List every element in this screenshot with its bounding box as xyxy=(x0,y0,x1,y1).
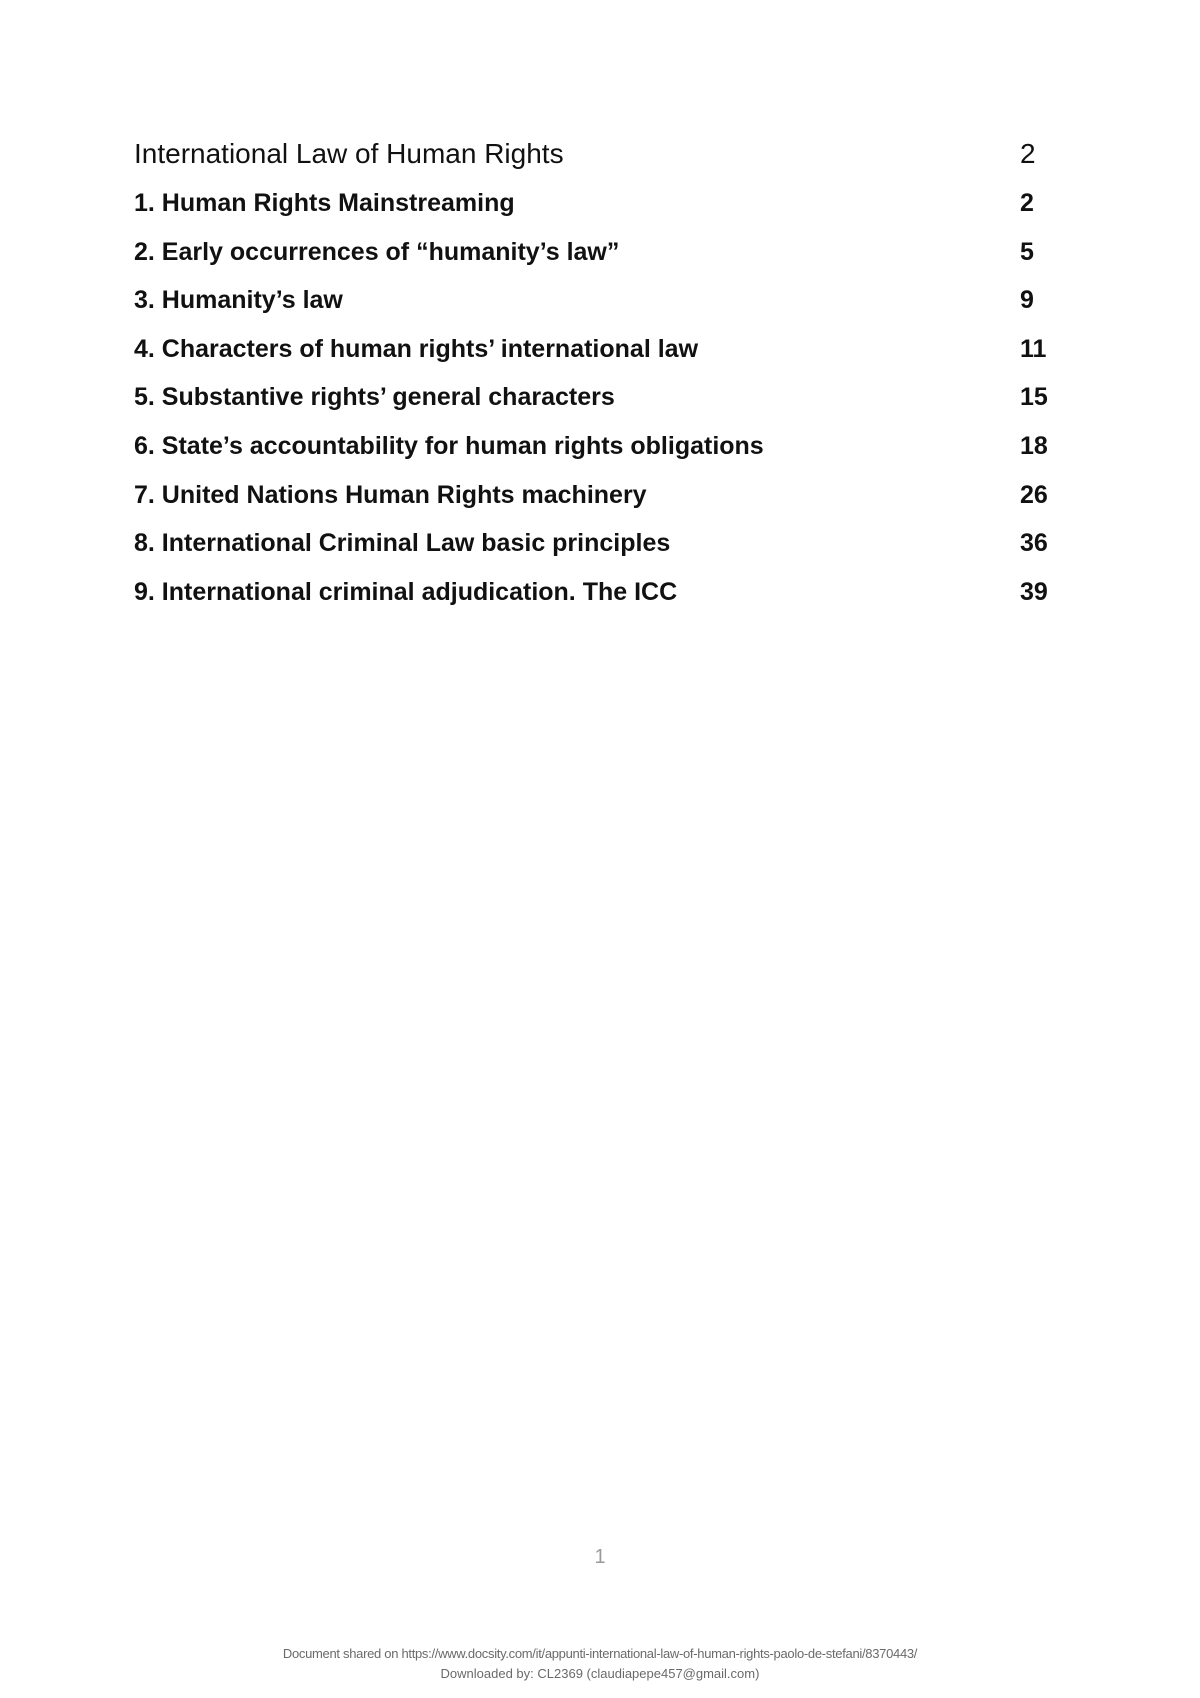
toc-entry-label: 9. International criminal adjudication. The ICC xyxy=(134,577,678,606)
toc-title: International Law of Human Rights xyxy=(134,138,564,169)
toc-entry-9[interactable] xyxy=(134,578,1054,627)
toc-entry-label: 7. United Nations Human Rights machinery xyxy=(134,480,647,509)
toc-entry-4[interactable] xyxy=(134,335,1054,384)
toc-entry-page: 2 xyxy=(1020,189,1034,217)
toc-entry-7[interactable] xyxy=(134,481,1054,530)
toc-entry-label: 3. Humanity’s law xyxy=(134,286,343,315)
toc-entry-page: 36 xyxy=(1020,529,1048,558)
toc-title-page: 2 xyxy=(1020,138,1036,169)
toc-entry-6[interactable] xyxy=(134,432,1054,481)
footer-downloaded-by: Downloaded by: CL2369 (claudiapepe457@gmail.com) xyxy=(440,1666,760,1681)
toc-entry-page: 39 xyxy=(1020,577,1048,606)
toc-title-row[interactable] xyxy=(134,138,1054,189)
toc-entry-page: 5 xyxy=(1020,237,1034,266)
page-number: 1 xyxy=(594,1546,606,1568)
table-of-contents xyxy=(134,138,1054,626)
toc-entry-page: 9 xyxy=(1020,286,1034,315)
toc-entry-label: 5. Substantive rights’ general characters xyxy=(134,383,615,412)
toc-entry-label: 8. International Criminal Law basic principles xyxy=(134,529,671,558)
toc-entry-label: 6. State’s accountability for human rights obligations xyxy=(134,431,764,460)
toc-entry-8[interactable] xyxy=(134,529,1054,578)
toc-entry-label: 1. Human Rights Mainstreaming xyxy=(134,189,515,217)
toc-entry-page: 11 xyxy=(1020,334,1047,363)
toc-entry-label: 4. Characters of human rights’ international law xyxy=(134,334,699,363)
toc-entry-page: 18 xyxy=(1020,431,1048,460)
toc-entry-label: 2. Early occurrences of “humanity’s law” xyxy=(134,237,620,266)
toc-entry-1[interactable] xyxy=(134,189,1054,238)
toc-entry-3[interactable] xyxy=(134,286,1054,335)
toc-entry-page: 26 xyxy=(1020,480,1048,509)
footer-shared-link[interactable]: Document shared on https://www.docsity.com/it/appunti-international-law-of-human-rights-paolo-de-stefani/8370443/ xyxy=(282,1646,918,1661)
toc-entry-page: 15 xyxy=(1020,383,1048,412)
toc-entry-2[interactable] xyxy=(134,238,1054,287)
toc-entry-5[interactable] xyxy=(134,383,1054,432)
